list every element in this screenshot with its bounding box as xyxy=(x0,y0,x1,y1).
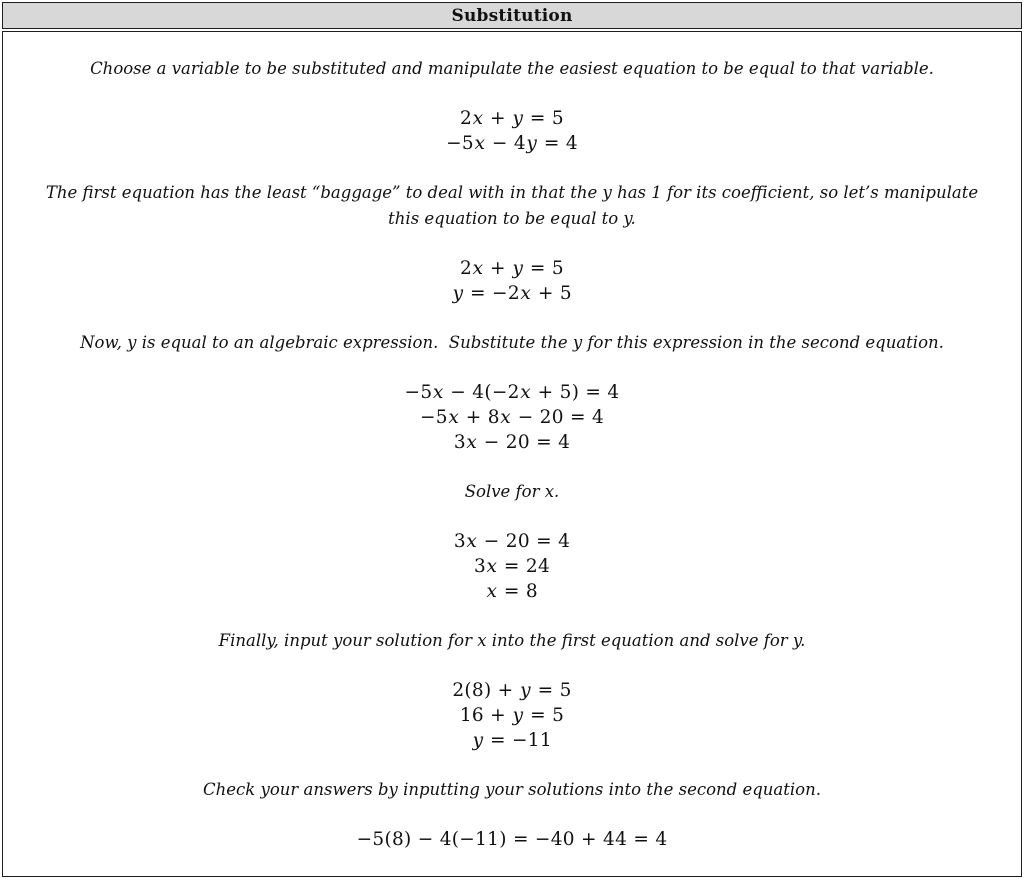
equation-block xyxy=(27,106,997,156)
text-line: The first equation has the least “baggage” to deal with in that the y has 1 for its coefficient, so let’s manipulate xyxy=(45,183,979,202)
instruction-text xyxy=(27,479,997,505)
equation-line: y = −11 xyxy=(472,730,552,751)
text-line: Now, y is equal to an algebraic expression. Substitute the y for this expression in the second equation. xyxy=(80,333,944,352)
equation-line: −5x + 8x − 20 = 4 xyxy=(419,407,605,428)
equation-line: y = −2x + 5 xyxy=(452,283,572,304)
instruction-text xyxy=(27,180,997,232)
equation-line: 3x − 20 = 4 xyxy=(453,531,571,552)
equation-line: x = 8 xyxy=(486,581,538,602)
instruction-text xyxy=(27,628,997,654)
text-line: Check your answers by inputting your solutions into the second equation. xyxy=(203,780,821,799)
text-line: Solve for x. xyxy=(464,482,560,501)
equation-line: 2x + y = 5 xyxy=(460,258,564,279)
equation-line: 2x + y = 5 xyxy=(460,108,564,129)
page-title: Substitution xyxy=(451,5,573,26)
text-line: this equation to be equal to y. xyxy=(388,209,636,228)
worksheet-header xyxy=(2,2,1022,29)
instruction-text xyxy=(27,56,997,82)
instruction-text xyxy=(27,330,997,356)
equation-block xyxy=(27,256,997,306)
equation-line: −5x − 4y = 4 xyxy=(446,133,578,154)
text-line: Choose a variable to be substituted and manipulate the easiest equation to be equal to that variable. xyxy=(90,59,934,78)
worksheet xyxy=(2,2,1022,877)
equation-line: 3x = 24 xyxy=(473,556,551,577)
instruction-text xyxy=(27,777,997,803)
equation-line: 2(8) + y = 5 xyxy=(452,680,572,701)
equation-line: −5(8) − 4(−11) = −40 + 44 = 4 xyxy=(356,829,668,850)
equation-line: 16 + y = 5 xyxy=(459,705,565,726)
equation-line: −5x − 4(−2x + 5) = 4 xyxy=(404,382,620,403)
equation-block xyxy=(27,678,997,753)
equation-block xyxy=(27,529,997,604)
worksheet-body xyxy=(2,31,1022,877)
equation-line: 3x − 20 = 4 xyxy=(453,432,571,453)
text-line: Finally, input your solution for x into the first equation and solve for y. xyxy=(218,631,806,650)
equation-block xyxy=(27,380,997,455)
equation-block xyxy=(27,827,997,852)
